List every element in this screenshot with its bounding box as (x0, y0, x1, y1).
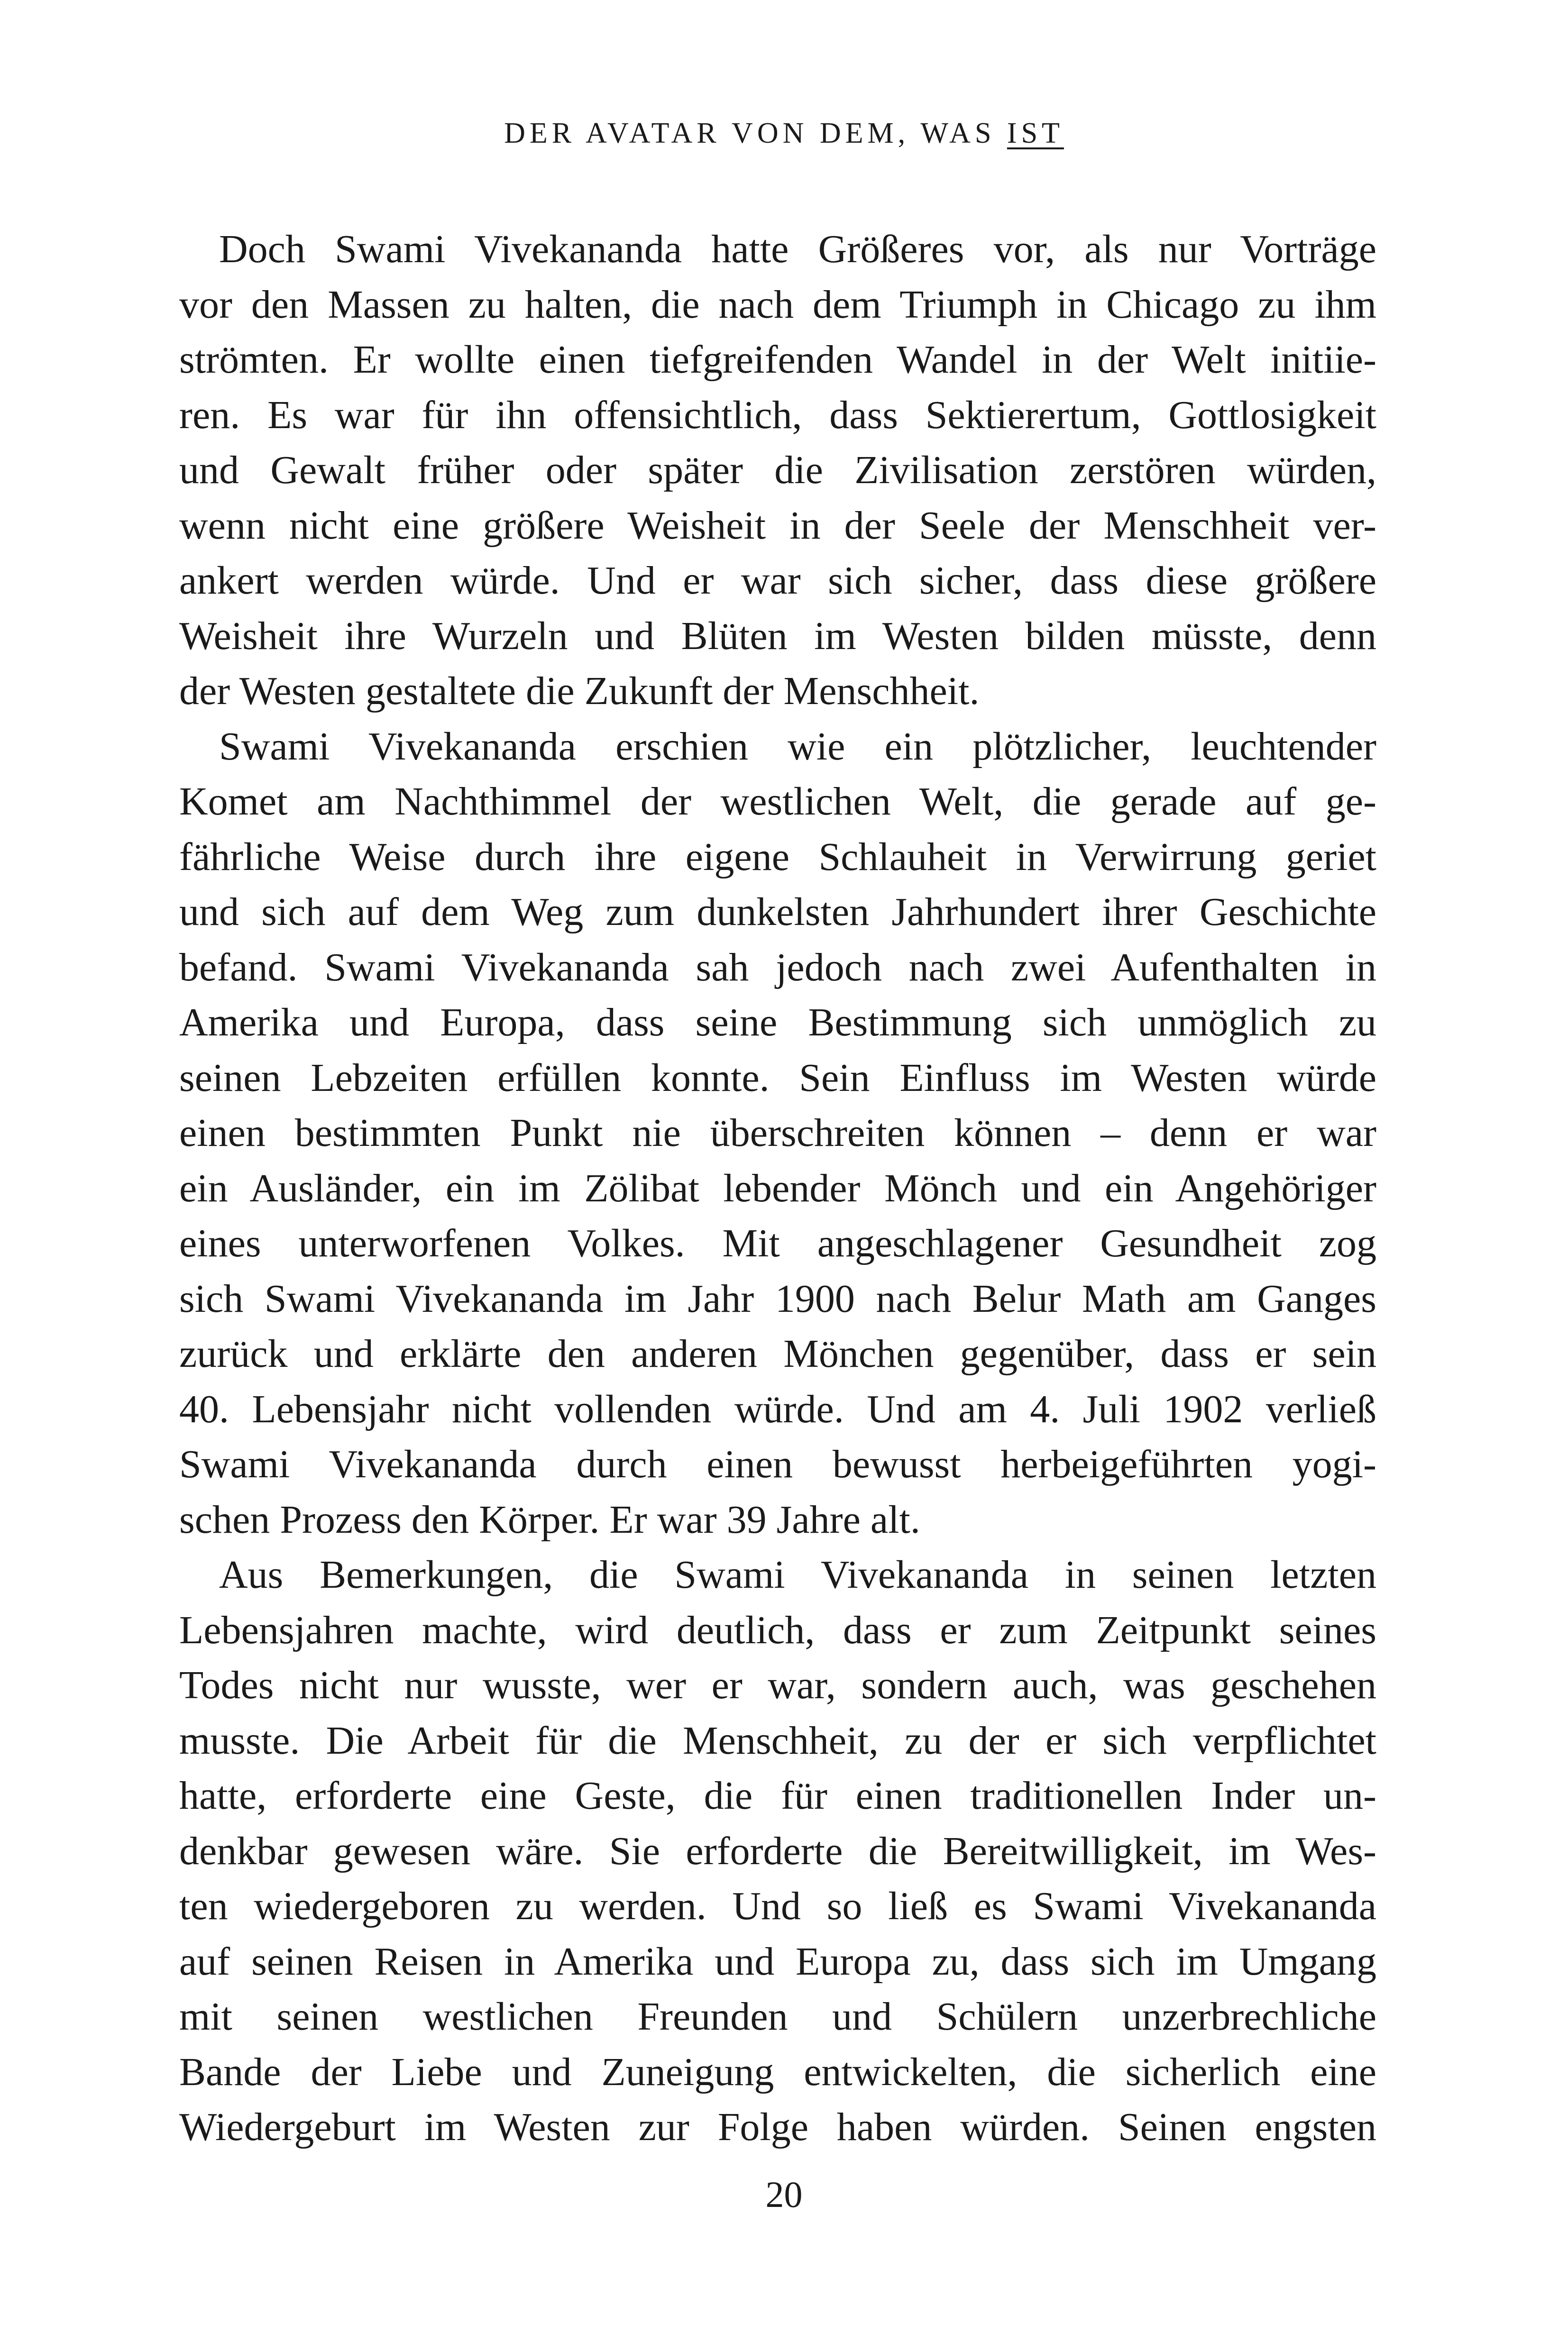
text-line: zurück und erklärte den anderen Mönchen gegenüber, dass er sein (179, 1332, 1376, 1376)
text-line: denkbar gewesen wäre. Sie erforderte die Bereitwilligkeit, im Wes- (179, 1829, 1376, 1873)
text-line: der Westen gestaltete die Zukunft der Menschheit. (179, 669, 980, 713)
text-line: Weisheit ihre Wurzeln und Blüten im Westen bilden müsste, denn (179, 613, 1376, 658)
paragraph-2 (179, 719, 1376, 1548)
text-line: ren. Es war für ihn offensichtlich, dass Sektierertum, Gottlosigkeit (179, 393, 1376, 437)
text-line: Bande der Liebe und Zuneigung entwickelten, die sicherlich eine (179, 2050, 1376, 2094)
text-line: Aus Bemerkungen, die Swami Vivekananda in seinen letzten (219, 1553, 1376, 1597)
text-line: schen Prozess den Körper. Er war 39 Jahre alt. (179, 1497, 920, 1542)
text-line: und Gewalt früher oder später die Zivilisation zerstören würden, (179, 448, 1376, 492)
text-line: 40. Lebensjahr nicht vollenden würde. Und am 4. Juli 1902 verließ (179, 1387, 1376, 1431)
text-line: Amerika und Europa, dass seine Bestimmung sich unmöglich zu (179, 1000, 1376, 1044)
text-line: ankert werden würde. Und er war sich sicher, dass diese größere (179, 558, 1376, 603)
running-head-text: DER AVATAR VON DEM, WAS (504, 117, 1007, 149)
text-line: fährliche Weise durch ihre eigene Schlauheit in Verwirrung geriet (179, 834, 1376, 879)
body-text (179, 222, 1376, 2155)
text-line: befand. Swami Vivekananda sah jedoch nach zwei Aufenthalten in (179, 945, 1376, 989)
text-line: Swami Vivekananda durch einen bewusst herbeigeführten yogi- (179, 1442, 1376, 1486)
paragraph-1 (179, 222, 1376, 719)
running-head-emphasis: IST (1007, 117, 1064, 149)
text-line: ein Ausländer, ein im Zölibat lebender Mönch und ein Angehöriger (179, 1166, 1376, 1210)
text-line: eines unterworfenen Volkes. Mit angeschlagener Gesundheit zog (179, 1221, 1376, 1265)
text-line: Todes nicht nur wusste, wer er war, sondern auch, was geschehen (179, 1663, 1376, 1707)
text-line: hatte, erforderte eine Geste, die für einen traditionellen Inder un- (179, 1774, 1376, 1818)
text-line: vor den Massen zu halten, die nach dem Triumph in Chicago zu ihm (179, 282, 1376, 327)
text-line: ten wiedergeboren zu werden. Und so ließ es Swami Vivekananda (179, 1884, 1376, 1928)
text-line: auf seinen Reisen in Amerika und Europa zu, dass sich im Umgang (179, 1939, 1376, 1984)
text-line: musste. Die Arbeit für die Menschheit, zu der er sich verpflichtet (179, 1718, 1376, 1763)
text-line: sich Swami Vivekananda im Jahr 1900 nach Belur Math am Ganges (179, 1276, 1376, 1321)
text-line: strömten. Er wollte einen tiefgreifenden Wandel in der Welt initiie- (179, 338, 1376, 382)
running-head (0, 119, 1568, 148)
text-line: mit seinen westlichen Freunden und Schülern unzerbrechliche (179, 1995, 1376, 2039)
text-line: und sich auf dem Weg zum dunkelsten Jahrhundert ihrer Geschichte (179, 890, 1376, 934)
text-line: Lebensjahren machte, wird deutlich, dass er zum Zeitpunkt seines (179, 1608, 1376, 1652)
text-line: Komet am Nachthimmel der westlichen Welt, die gerade auf ge- (179, 779, 1376, 824)
page-number: 20 (765, 2174, 803, 2215)
text-line: seinen Lebzeiten erfüllen konnte. Sein Einfluss im Westen würde (179, 1055, 1376, 1100)
text-line: wenn nicht eine größere Weisheit in der Seele der Menschheit ver- (179, 503, 1376, 548)
text-line: Wiedergeburt im Westen zur Folge haben würden. Seinen engsten (179, 2105, 1376, 2149)
text-line: einen bestimmten Punkt nie überschreiten können – denn er war (179, 1111, 1376, 1155)
paragraph-3 (179, 1547, 1376, 2155)
text-line: Doch Swami Vivekananda hatte Größeres vor, als nur Vorträge (219, 227, 1376, 271)
text-line: Swami Vivekananda erschien wie ein plötzlicher, leuchtender (219, 724, 1376, 769)
